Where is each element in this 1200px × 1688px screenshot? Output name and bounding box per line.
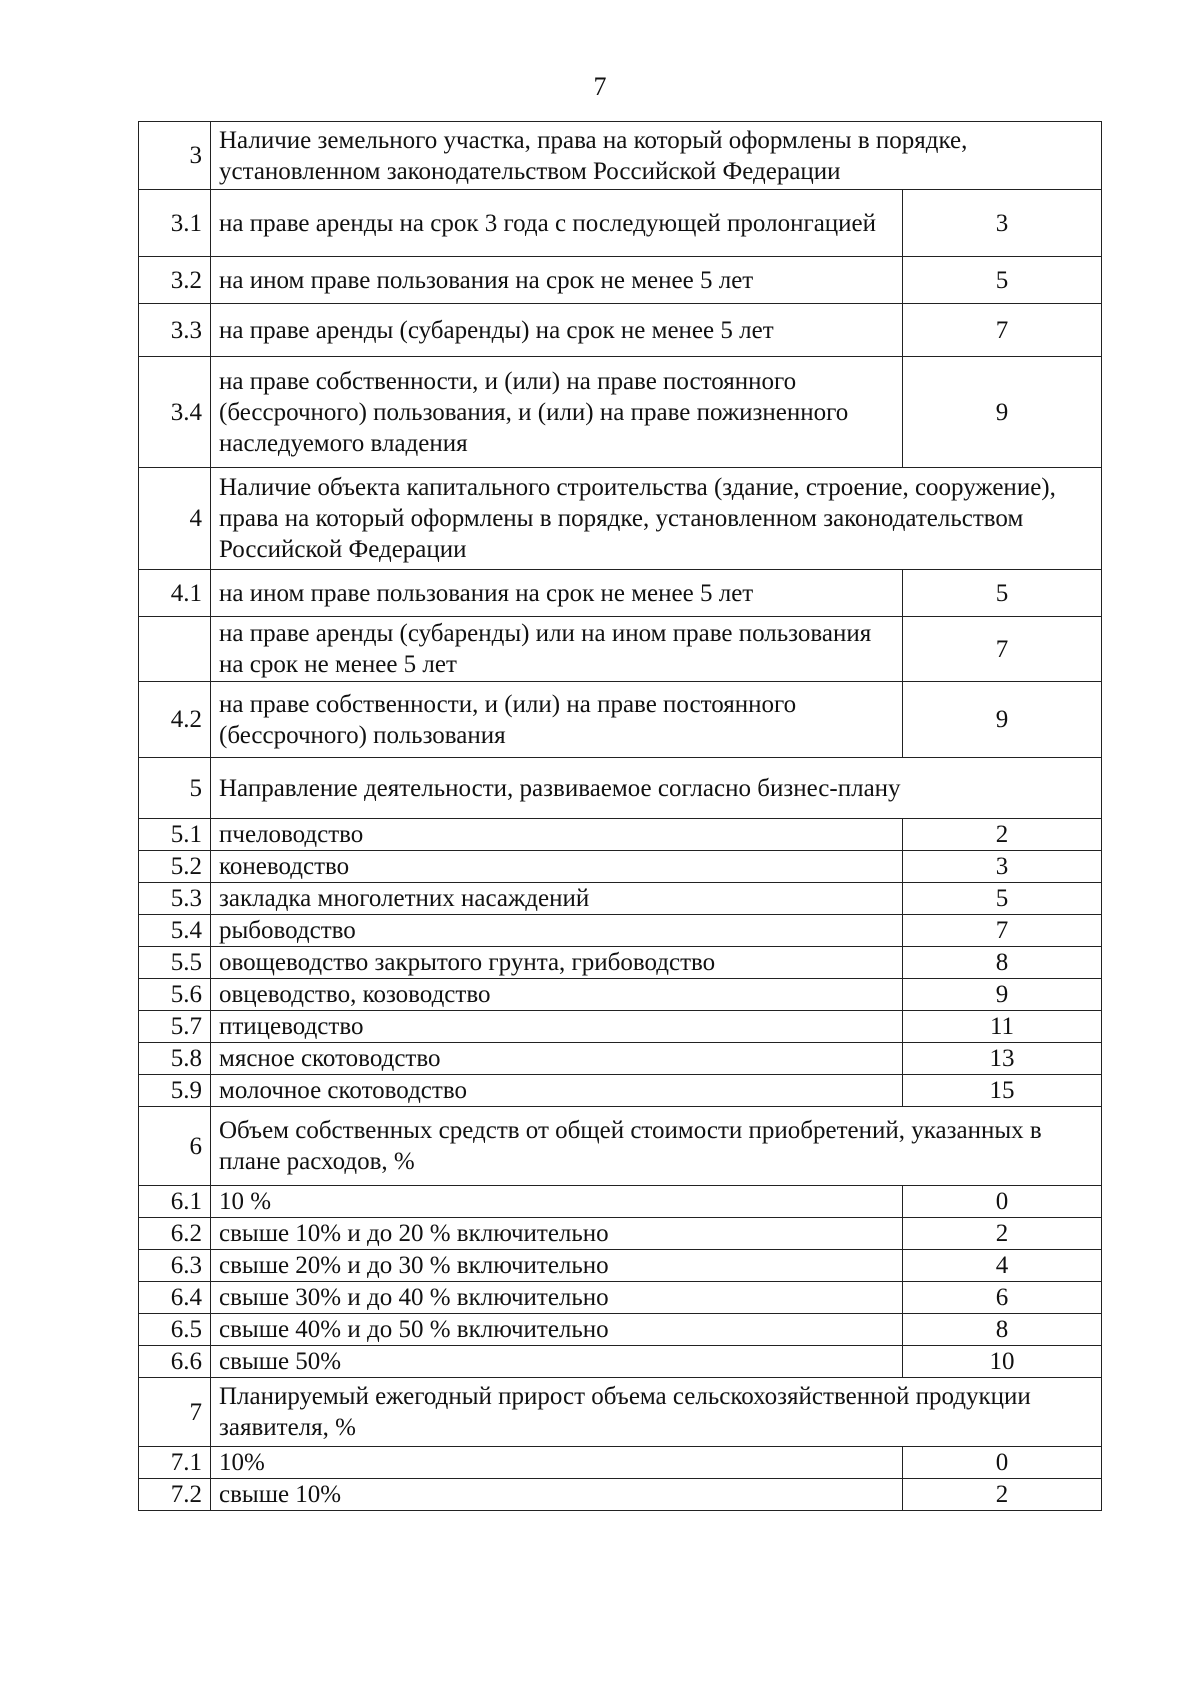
row-number: 7.2 xyxy=(139,1479,211,1511)
criterion-text: на праве собственности, и (или) на праве постоянного (бессрочного) пользования, и (или) на праве пожизненного наследуемого владения xyxy=(211,357,903,468)
table-row xyxy=(139,570,1102,617)
table-row xyxy=(139,1314,1102,1346)
criterion-text: рыбоводство xyxy=(211,915,903,947)
row-number: 3 xyxy=(139,122,211,190)
table-row-section-6 xyxy=(139,1107,1102,1186)
criterion-text: свыше 10% xyxy=(211,1479,903,1511)
score-value: 8 xyxy=(903,947,1102,979)
table-row-section-4 xyxy=(139,468,1102,570)
table-row-section-3 xyxy=(139,122,1102,190)
row-number: 7 xyxy=(139,1378,211,1447)
table-row xyxy=(139,1011,1102,1043)
score-value: 7 xyxy=(903,915,1102,947)
score-value: 2 xyxy=(903,819,1102,851)
section-title: Планируемый ежегодный прирост объема сельскохозяйственной продукции заявителя, % xyxy=(211,1378,1102,1447)
table-row xyxy=(139,947,1102,979)
criterion-text: на праве аренды на срок 3 года с последующей пролонгацией xyxy=(211,190,903,257)
score-value: 5 xyxy=(903,570,1102,617)
score-value: 6 xyxy=(903,1282,1102,1314)
table-row xyxy=(139,357,1102,468)
page-number: 7 xyxy=(593,72,607,101)
row-number: 6.1 xyxy=(139,1186,211,1218)
criterion-text: овцеводство, козоводство xyxy=(211,979,903,1011)
table-row xyxy=(139,1479,1102,1511)
section-title: Направление деятельности, развиваемое согласно бизнес-плану xyxy=(211,758,1102,819)
criterion-text: пчеловодство xyxy=(211,819,903,851)
row-number xyxy=(139,617,211,682)
score-value: 4 xyxy=(903,1250,1102,1282)
score-value: 2 xyxy=(903,1479,1102,1511)
row-number: 6.4 xyxy=(139,1282,211,1314)
row-number: 3.2 xyxy=(139,257,211,304)
row-number: 5.6 xyxy=(139,979,211,1011)
criterion-text: свыше 40% и до 50 % включительно xyxy=(211,1314,903,1346)
table-row xyxy=(139,304,1102,357)
score-value: 5 xyxy=(903,257,1102,304)
criterion-text: птицеводство xyxy=(211,1011,903,1043)
table-row xyxy=(139,1075,1102,1107)
row-number: 4 xyxy=(139,468,211,570)
criterion-text: закладка многолетних насаждений xyxy=(211,883,903,915)
table-row-section-7 xyxy=(139,1378,1102,1447)
row-number: 5.9 xyxy=(139,1075,211,1107)
score-value: 5 xyxy=(903,883,1102,915)
score-value: 8 xyxy=(903,1314,1102,1346)
row-number: 4.2 xyxy=(139,682,211,758)
score-value: 9 xyxy=(903,682,1102,758)
row-number: 6 xyxy=(139,1107,211,1186)
row-number: 5 xyxy=(139,758,211,819)
score-value: 13 xyxy=(903,1043,1102,1075)
table-row xyxy=(139,1186,1102,1218)
criterion-text: мясное скотоводство xyxy=(211,1043,903,1075)
criterion-text: 10 % xyxy=(211,1186,903,1218)
row-number: 5.3 xyxy=(139,883,211,915)
table-row xyxy=(139,915,1102,947)
row-number: 5.5 xyxy=(139,947,211,979)
row-number: 5.7 xyxy=(139,1011,211,1043)
row-number: 5.4 xyxy=(139,915,211,947)
row-number: 7.1 xyxy=(139,1447,211,1479)
criterion-text: на праве собственности, и (или) на праве постоянного (бессрочного) пользования xyxy=(211,682,903,758)
row-number: 6.5 xyxy=(139,1314,211,1346)
score-value: 3 xyxy=(903,851,1102,883)
score-value: 9 xyxy=(903,979,1102,1011)
table-row xyxy=(139,617,1102,682)
row-number: 5.2 xyxy=(139,851,211,883)
table-row xyxy=(139,819,1102,851)
table-row xyxy=(139,1346,1102,1378)
criteria-table xyxy=(138,121,1102,1511)
criterion-text: на праве аренды (субаренды) или на ином праве пользования на срок не менее 5 лет xyxy=(211,617,903,682)
criterion-text: свыше 50% xyxy=(211,1346,903,1378)
table-row xyxy=(139,190,1102,257)
section-title: Наличие объекта капитального строительства (здание, строение, сооружение), права на который оформлены в порядке, установленном законодательством Российской Федерации xyxy=(211,468,1102,570)
score-value: 10 xyxy=(903,1346,1102,1378)
score-value: 2 xyxy=(903,1218,1102,1250)
row-number: 3.1 xyxy=(139,190,211,257)
row-number: 5.8 xyxy=(139,1043,211,1075)
row-number: 6.2 xyxy=(139,1218,211,1250)
score-value: 7 xyxy=(903,304,1102,357)
criterion-text: 10% xyxy=(211,1447,903,1479)
row-number: 6.6 xyxy=(139,1346,211,1378)
criterion-text: на праве аренды (субаренды) на срок не менее 5 лет xyxy=(211,304,903,357)
section-title: Объем собственных средств от общей стоимости приобретений, указанных в плане расходов, % xyxy=(211,1107,1102,1186)
criterion-text: коневодство xyxy=(211,851,903,883)
score-value: 0 xyxy=(903,1447,1102,1479)
criterion-text: свыше 30% и до 40 % включительно xyxy=(211,1282,903,1314)
row-number: 6.3 xyxy=(139,1250,211,1282)
criterion-text: свыше 10% и до 20 % включительно xyxy=(211,1218,903,1250)
criterion-text: на ином праве пользования на срок не менее 5 лет xyxy=(211,570,903,617)
row-number: 4.1 xyxy=(139,570,211,617)
criterion-text: на ином праве пользования на срок не менее 5 лет xyxy=(211,257,903,304)
score-value: 9 xyxy=(903,357,1102,468)
row-number: 5.1 xyxy=(139,819,211,851)
criterion-text: молочное скотоводство xyxy=(211,1075,903,1107)
table-row xyxy=(139,1043,1102,1075)
score-value: 11 xyxy=(903,1011,1102,1043)
table-row-section-5 xyxy=(139,758,1102,819)
table-row xyxy=(139,979,1102,1011)
score-value: 0 xyxy=(903,1186,1102,1218)
row-number: 3.3 xyxy=(139,304,211,357)
table-row xyxy=(139,883,1102,915)
table-row xyxy=(139,851,1102,883)
section-title: Наличие земельного участка, права на который оформлены в порядке, установленном законодательством Российской Федерации xyxy=(211,122,1102,190)
table-row xyxy=(139,257,1102,304)
table-row xyxy=(139,682,1102,758)
table-row xyxy=(139,1218,1102,1250)
score-value: 7 xyxy=(903,617,1102,682)
score-value: 3 xyxy=(903,190,1102,257)
criterion-text: овощеводство закрытого грунта, грибоводство xyxy=(211,947,903,979)
score-value: 15 xyxy=(903,1075,1102,1107)
row-number: 3.4 xyxy=(139,357,211,468)
criterion-text: свыше 20% и до 30 % включительно xyxy=(211,1250,903,1282)
table-row xyxy=(139,1447,1102,1479)
table-row xyxy=(139,1282,1102,1314)
table-row xyxy=(139,1250,1102,1282)
